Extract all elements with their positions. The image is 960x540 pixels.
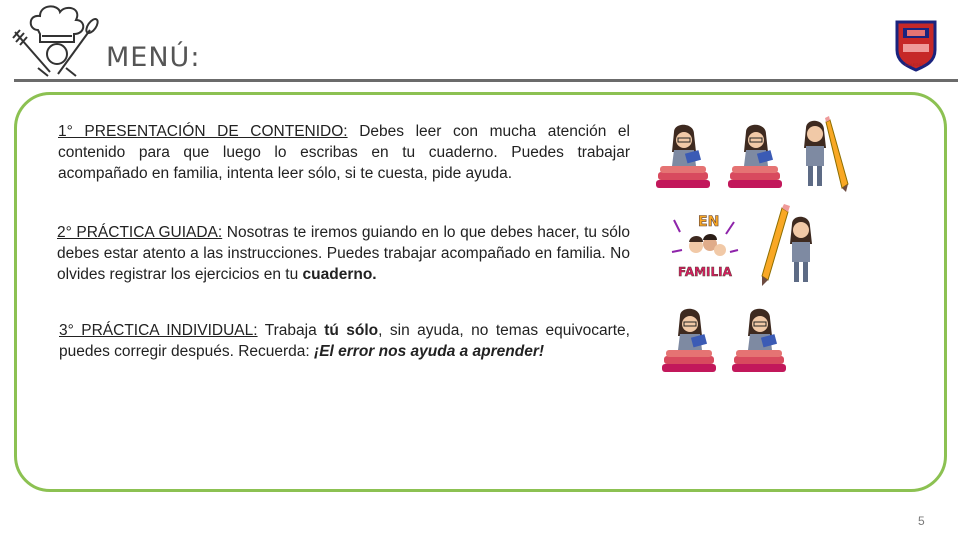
section-text: tú sólo bbox=[324, 322, 379, 339]
section-presentacion bbox=[58, 121, 630, 184]
section-practica-guiada bbox=[57, 222, 630, 285]
page-title: MENÚ: bbox=[106, 42, 201, 73]
section-text: ¡El error nos ayuda a aprender! bbox=[314, 343, 545, 360]
header-divider bbox=[96, 79, 958, 82]
section-text: Debes leer con mucha atención el contenido para que luego lo escribas en tu cuaderno. Puedes trabajar acompañado en familia, intenta leer sólo, si te cuesta, pide ayuda. bbox=[58, 123, 630, 182]
header-divider-left bbox=[14, 79, 96, 82]
girl-with-pencil-icon bbox=[796, 112, 858, 194]
section-text: Trabaja bbox=[257, 322, 325, 339]
section-heading: 1° PRESENTACIÓN DE CONTENIDO: bbox=[58, 123, 348, 140]
en-familia-sticker-icon bbox=[668, 210, 744, 284]
section-heading: 3° PRÁCTICA INDIVIDUAL: bbox=[59, 322, 258, 339]
section-text: cuaderno. bbox=[302, 266, 377, 283]
en-familia-top-text: EN bbox=[698, 214, 720, 230]
section-practica-individual bbox=[59, 320, 630, 362]
chef-logo-icon bbox=[10, 2, 100, 82]
girl-reading-on-books-icon bbox=[728, 306, 790, 378]
girl-with-pencil-icon bbox=[758, 204, 824, 288]
school-crest-icon bbox=[893, 16, 939, 76]
crest-caption: COLEGIO ... bbox=[904, 62, 928, 67]
section-heading: 2° PRÁCTICA GUIADA: bbox=[57, 224, 223, 241]
girl-reading-on-books-icon bbox=[724, 122, 786, 194]
girl-reading-on-books-icon bbox=[652, 122, 714, 194]
section-text: , sin ayuda, no temas equivocarte, puedes corregir después. Recuerda: bbox=[59, 322, 630, 360]
en-familia-bottom-text: FAMILIA bbox=[678, 265, 732, 279]
girl-reading-on-books-icon bbox=[658, 306, 720, 378]
section-text: Nosotras te iremos guiando en lo que debes hacer, tu sólo debes estar atento a las instrucciones. Puedes trabajar acompañado en familia. No olvides registrar los ejercicios en tu bbox=[57, 224, 630, 283]
page-number: 5 bbox=[918, 514, 925, 528]
